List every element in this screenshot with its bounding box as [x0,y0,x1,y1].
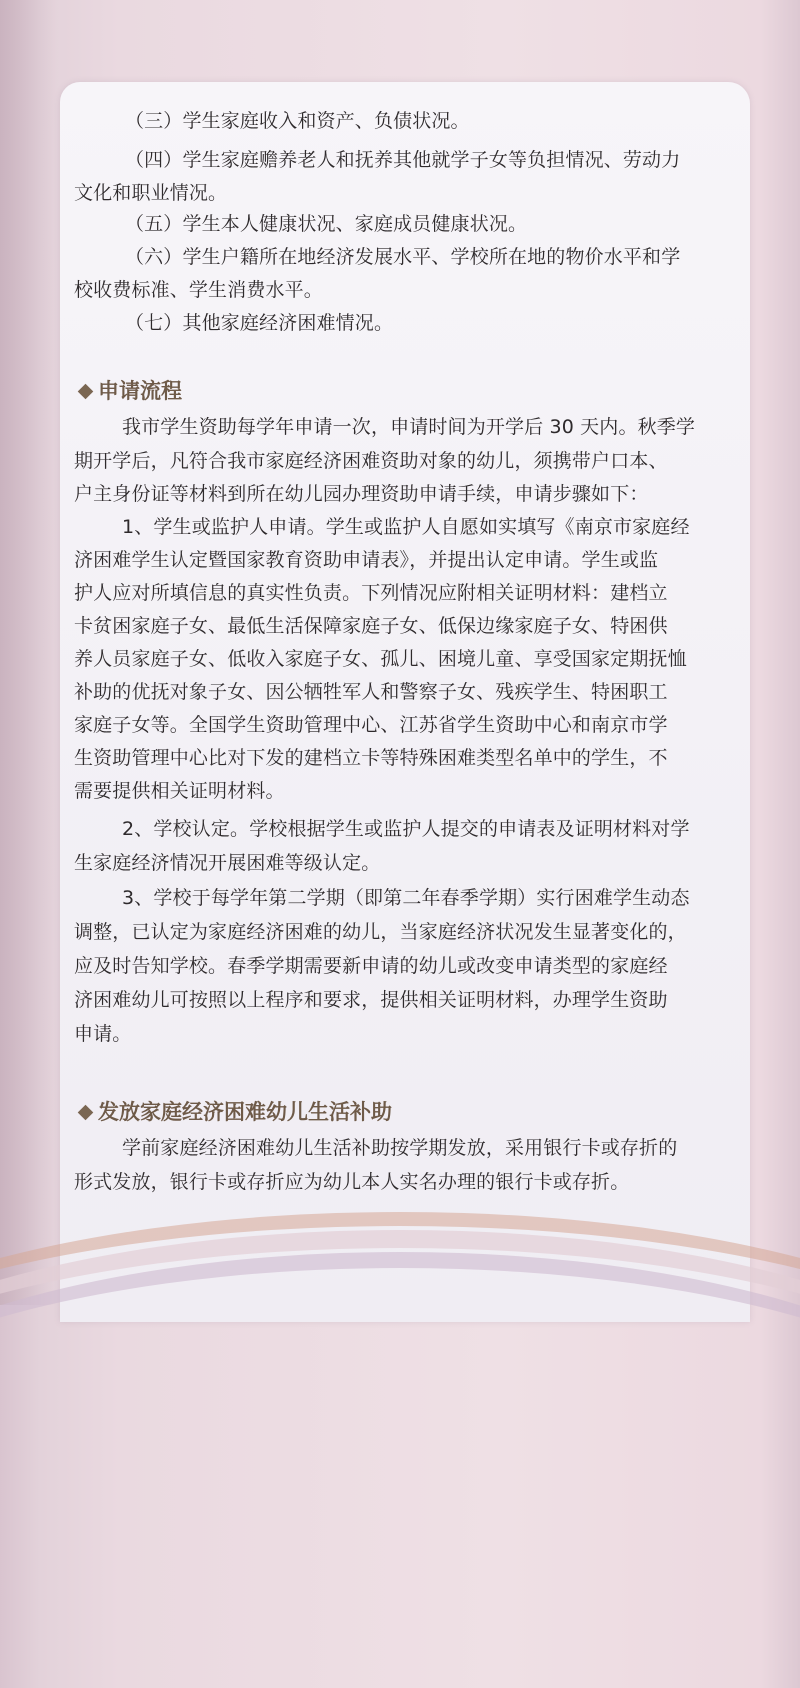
apply-step-1: 1、学生或监护人申请。学生或监护人自愿如实填写《南京市家庭经 [122,516,690,538]
criteria-item-4: （四）学生家庭赡养老人和抚养其他就学子女等负担情况、劳动力 [125,149,681,171]
apply-line: 济困难幼儿可按照以上程序和要求，提供相关证明材料，办理学生资助 [74,989,668,1011]
apply-line: 卡贫困家庭子女、最低生活保障家庭子女、低保边缘家庭子女、特困供 [74,615,668,637]
apply-line: 应及时告知学校。春季学期需要新申请的幼儿或改变申请类型的家庭经 [74,955,668,977]
apply-line: 补助的优抚对象子女、因公牺牲军人和警察子女、残疾学生、特困职工 [74,681,668,703]
apply-step-2: 2、学校认定。学校根据学生或监护人提交的申请表及证明材料对学 [122,818,690,840]
criteria-item-6: （六）学生户籍所在地经济发展水平、学校所在地的物价水平和学 [125,246,681,268]
apply-step-3: 3、学校于每学年第二学期（即第二年春季学期）实行困难学生动态 [122,887,690,909]
apply-line: 家庭子女等。全国学生资助管理中心、江苏省学生资助中心和南京市学 [74,714,668,736]
apply-line: 生家庭经济情况开展困难等级认定。 [74,852,381,874]
apply-line: 护人应对所填信息的真实性负责。下列情况应附相关证明材料：建档立 [74,582,668,604]
apply-line: 户主身份证等材料到所在幼儿园办理资助申请手续，申请步骤如下： [74,483,649,505]
section-heading-apply [74,375,182,405]
page-fold-shadow [0,0,56,1305]
criteria-item-7: （七）其他家庭经济困难情况。 [125,312,394,334]
apply-line: 生资助管理中心比对下发的建档立卡等特殊困难类型名单中的学生，不 [74,747,668,769]
diamond-bullet-icon [78,383,94,399]
apply-line: 养人员家庭子女、低收入家庭子女、孤儿、困境儿童、享受国家定期抚恤 [74,648,687,670]
apply-line: 期开学后，凡符合我市家庭经济困难资助对象的幼儿，须携带户口本、 [74,450,668,472]
decorative-arc [0,1252,800,1688]
subsidy-line: 学前家庭经济困难幼儿生活补助按学期发放，采用银行卡或存折的 [122,1137,678,1159]
criteria-item-3: （三）学生家庭收入和资产、负债状况。 [125,110,470,132]
section-heading-subsidy-text: 发放家庭经济困难幼儿生活补助 [98,1100,392,1124]
apply-line: 需要提供相关证明材料。 [74,780,285,802]
apply-line: 我市学生资助每学年申请一次，申请时间为开学后 30 天内。秋季学 [122,416,696,438]
section-heading-apply-text: 申请流程 [98,379,182,403]
criteria-item-6-cont: 校收费标准、学生消费水平。 [74,279,323,301]
criteria-item-5: （五）学生本人健康状况、家庭成员健康状况。 [125,213,528,235]
subsidy-line: 形式发放，银行卡或存折应为幼儿本人实名办理的银行卡或存折。 [74,1171,630,1193]
apply-line: 济困难学生认定暨国家教育资助申请表》，并提出认定申请。学生或监 [74,549,659,571]
criteria-item-4-cont: 文化和职业情况。 [74,182,228,204]
apply-line: 申请。 [74,1023,132,1045]
apply-line: 调整，已认定为家庭经济困难的幼儿，当家庭经济状况发生显著变化的， [74,921,687,943]
diamond-bullet-icon [78,1104,94,1120]
section-heading-subsidy [74,1096,392,1126]
